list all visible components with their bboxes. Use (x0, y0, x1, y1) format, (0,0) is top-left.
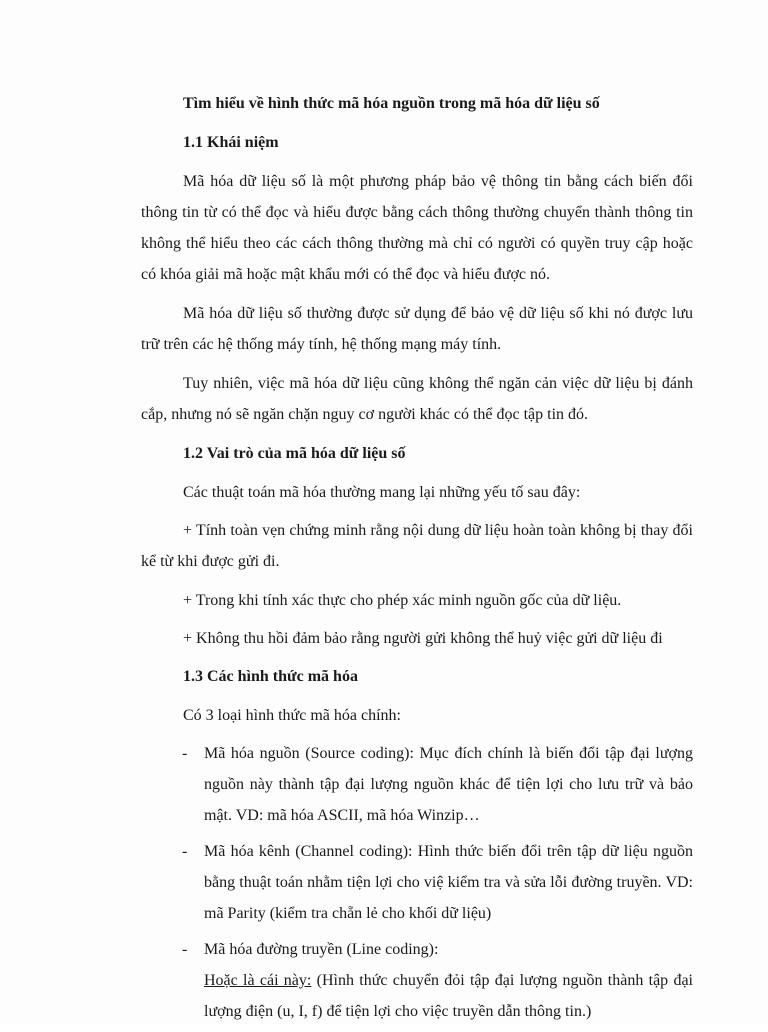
document-body (141, 88, 693, 1032)
paragraph: Mã hóa dữ liệu số thường được sử dụng để bảo vệ dữ liệu số khi nó được lưu trữ trên các hệ thống máy tính, hệ thống mạng máy tính. (141, 305, 693, 353)
list-item (141, 934, 693, 1027)
dash-bullet: - (182, 941, 188, 958)
section-heading-vai-tro: 1.2 Vai trò của mã hóa dữ liệu số (183, 445, 406, 462)
section-heading-khai-niem: 1.1 Khái niệm (183, 134, 279, 151)
point-item: + Tính toàn vẹn chứng minh rằng nội dung dữ liệu hoàn toàn không bị thay đổi kể từ khi được gửi đi. (141, 522, 693, 570)
coding-types-list (141, 738, 693, 1027)
list-item-text: Mã hóa kênh (Channel coding): Hình thức biến đổi trên tập dữ liệu nguồn bằng thuật toán nhằm tiện lợi cho việ kiểm tra và sửa lỗi đường truyền. VD: mã Parity (kiểm tra chẵn lẻ cho khối dữ liệu) (204, 843, 693, 922)
point-item: + Không thu hồi đảm bảo rằng người gửi không thể huỷ việc gửi dữ liệu đi (183, 630, 663, 647)
paragraph: Các thuật toán mã hóa thường mang lại những yếu tố sau đây: (183, 484, 581, 501)
list-item (141, 738, 693, 831)
list-item-text: Mã hóa nguồn (Source coding): Mục đích chính là biến đổi tập đại lượng nguồn này thành tập đại lượng nguồn khác để tiện lợi cho lưu trữ và bảo mật. VD: mã hóa ASCII, mã hóa Winzip… (204, 745, 693, 824)
list-item-continuation: (Hình thức chuyển đỏi tập đại lượng nguồn thành tập đại lượng điện (u, I, f) để tiện lợi cho việc truyền dẫn thông tin.) (204, 972, 693, 1020)
paragraph: Mã hóa dữ liệu số là một phương pháp bảo vệ thông tin bằng cách biến đổi thông tin từ có thể đọc và hiểu được bằng cách thông thường chuyển thành thông tin không thể hiểu theo các cách thông thường mà chỉ có người có quyền truy cập hoặc có khóa giải mã hoặc mật khẩu mới có thể đọc và hiểu được nó. (141, 173, 693, 283)
underlined-phrase: Hoặc là cái này: (204, 972, 312, 989)
paragraph: Tuy nhiên, việc mã hóa dữ liệu cũng không thể ngăn cản việc dữ liệu bị đánh cắp, nhưng nó sẽ ngăn chặn nguy cơ người khác có thể đọc tập tin đó. (141, 375, 693, 423)
paragraph: Có 3 loại hình thức mã hóa chính: (183, 707, 401, 724)
document-title: Tìm hiểu về hình thức mã hóa nguồn trong mã hóa dữ liệu số (183, 95, 600, 112)
section-heading-hinh-thuc: 1.3 Các hình thức mã hóa (183, 668, 358, 685)
list-item-text: Mã hóa đường truyền (Line coding): (204, 941, 439, 958)
list-item (141, 836, 693, 929)
dash-bullet: - (182, 843, 188, 860)
dash-bullet: - (182, 745, 188, 762)
point-item: + Trong khi tính xác thực cho phép xác minh nguồn gốc của dữ liệu. (183, 592, 622, 609)
